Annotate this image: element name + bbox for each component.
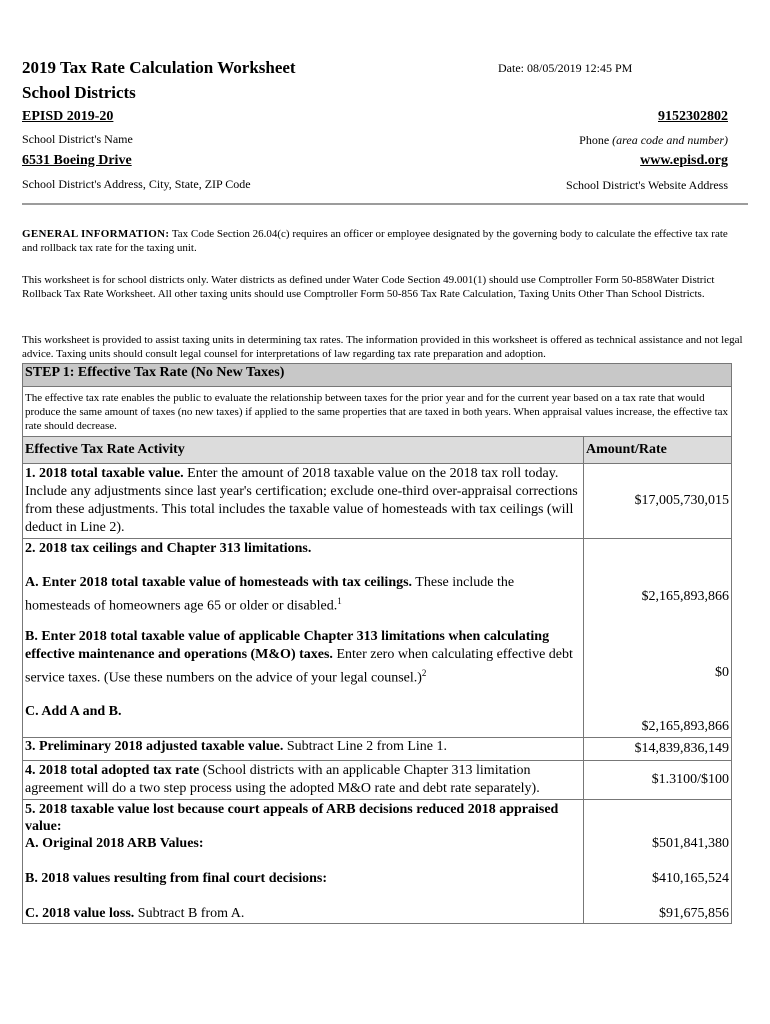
line5c-label: C. 2018 value loss. <box>25 906 135 921</box>
line1-amount: $17,005,730,015 <box>584 464 732 539</box>
line5c-text: Subtract B from A. <box>134 906 245 921</box>
line4-label: 4. 2018 total adopted tax rate <box>25 763 200 778</box>
phone-label <box>579 133 728 148</box>
line5-amounts <box>584 800 732 924</box>
general-info-text: Tax Code Section 26.04(c) requires an officer or employee designated by the governing body to calculate the effective tax rate and rollback tax rate for the taxing unit. <box>22 228 728 254</box>
line4-text: (School districts with an applicable Chapter 313 limitation agreement will do a two step process using the adopted M&O rate and debt rate separately). <box>25 763 540 796</box>
form-subtitle: School Districts <box>22 83 136 102</box>
phone-number: 9152302802 <box>658 109 728 124</box>
line3-label: 3. Preliminary 2018 adjusted taxable value. <box>25 739 284 754</box>
line5b-block <box>25 870 581 887</box>
line1-label: 1. 2018 total taxable value. <box>25 466 184 481</box>
col-header-activity: Effective Tax Rate Activity <box>23 437 584 464</box>
line2c-amount: $2,165,893,866 <box>641 719 729 734</box>
district-website[interactable]: www.episd.org <box>640 153 728 168</box>
line2-title: 2. 2018 tax ceilings and Chapter 313 limitations. <box>25 541 312 556</box>
general-info-p1 <box>22 227 744 255</box>
phone-label-hint: (area code and number) <box>612 133 728 147</box>
line2a-text: These include the homesteads of homeowners age 65 or older or disabled. <box>25 575 515 614</box>
line2c-label: C. Add A and B. <box>25 704 122 720</box>
general-info-p2: This worksheet is for school districts only. Water districts as defined under Water Code Section 49.001(1) should use Comptroller Form 50-858Water District Rollback Tax Rate Worksheet. All other taxing units should use Comptroller Form 50-856 Tax Rate Calculation, Taxing Units Other Than School Districts. <box>22 274 715 300</box>
line5a-label: A. Original 2018 ARB Values: <box>25 836 204 851</box>
line2b-label: B. Enter 2018 total taxable value of applicable Chapter 313 limitations when calculating effective maintenance and operations (M&O) taxes. <box>25 628 550 662</box>
district-address-label: School District's Address, City, State, ZIP Code <box>22 177 251 191</box>
line5c-block <box>25 905 581 922</box>
line2b-block <box>25 628 581 688</box>
line2a-amount: $2,165,893,866 <box>641 589 729 604</box>
date-stamp: Date: 08/05/2019 12:45 PM <box>498 61 633 75</box>
line2b-text: Enter zero when calculating effective debt service taxes. (Use these numbers on the advice of your legal counsel.) <box>25 646 573 686</box>
line2b-amount: $0 <box>715 665 729 680</box>
line2c-block <box>25 703 581 721</box>
general-info-label: GENERAL INFORMATION: <box>22 228 170 240</box>
line4-description <box>23 761 584 800</box>
line2b-footnote: 2 <box>421 667 427 678</box>
step1-intro-row <box>23 387 732 437</box>
line5-label <box>25 801 581 835</box>
table-row-line5 <box>23 800 732 924</box>
line1-description <box>23 464 584 539</box>
table-row-line1 <box>23 464 732 539</box>
line2a-footnote: 1 <box>337 596 342 606</box>
divider <box>22 203 748 205</box>
district-website-label: School District's Website Address <box>566 178 728 192</box>
line5a-amount: $501,841,380 <box>652 836 729 851</box>
line2-label <box>25 540 581 558</box>
phone-label-text: Phone <box>579 133 610 147</box>
district-name-label: School District's Name <box>22 132 133 146</box>
line5-title: 5. 2018 taxable value lost because court appeals of ARB decisions reduced 2018 appraised value: <box>25 802 559 834</box>
line5-description <box>23 800 584 924</box>
line2-amounts <box>584 539 732 738</box>
table-row-line4 <box>23 761 732 800</box>
step1-intro: The effective tax rate enables the public to evaluate the relationship between taxes for the prior year and for the current year based on a tax rate that would produce the same amount of taxes (no new taxes) if applied to the same properties that are taxed in both years. When appraisal values increase, the effective tax rate should decrease. <box>23 387 732 437</box>
line5a-block <box>25 835 581 852</box>
table-row-line2 <box>23 539 732 738</box>
district-address: 6531 Boeing Drive <box>22 153 132 168</box>
line4-amount: $1.3100/$100 <box>584 761 732 800</box>
column-header-row <box>23 437 732 464</box>
line1-text: Enter the amount of 2018 taxable value on the 2018 tax roll today. Include any adjustments since last year's certification; exclude one-third over-appraisal corrections from these adjustments. This total includes the taxable value of homesteads with tax ceilings (will deduct in Line 2). <box>25 466 578 535</box>
general-info-p3: This worksheet is provided to assist taxing units in determining tax rates. The information provided in this worksheet is offered as technical assistance and not legal advice. Taxing units should consult legal counsel for interpretations of law regarding tax rate preparation and adoption. <box>22 334 743 360</box>
col-header-amount: Amount/Rate <box>584 437 732 464</box>
line3-amount: $14,839,836,149 <box>584 738 732 761</box>
step1-table <box>22 363 732 924</box>
line3-text: Subtract Line 2 from Line 1. <box>283 739 448 754</box>
line2a-block <box>25 574 581 616</box>
line2a-label: A. Enter 2018 total taxable value of homesteads with tax ceilings. <box>25 575 413 590</box>
line5b-label: B. 2018 values resulting from final court decisions: <box>25 871 328 886</box>
line5c-amount: $91,675,856 <box>659 906 729 921</box>
line3-description <box>23 738 584 761</box>
step1-heading-row <box>23 364 732 387</box>
line2-description <box>23 539 584 738</box>
district-name: EPISD 2019-20 <box>22 109 114 124</box>
line5b-amount: $410,165,524 <box>652 871 729 886</box>
form-title: 2019 Tax Rate Calculation Worksheet <box>22 58 296 77</box>
step1-heading: STEP 1: Effective Tax Rate (No New Taxes) <box>23 364 732 387</box>
table-row-line3 <box>23 738 732 761</box>
